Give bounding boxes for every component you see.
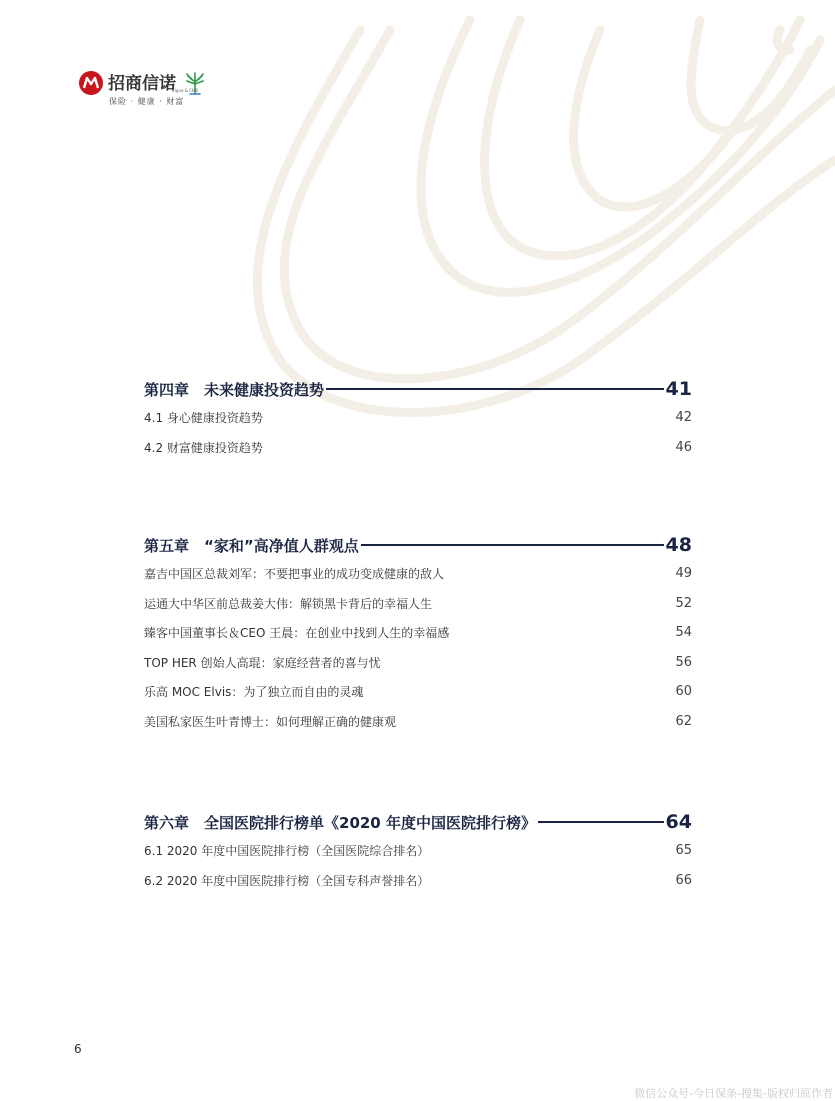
entry-title: 6.2 2020 年度中国医院排行榜（全国专科声誉排名） — [144, 873, 430, 888]
toc-chapter-5 — [144, 531, 692, 736]
watermark: 微信公众号-今日保条-搜集-版权归原作者 — [634, 1087, 833, 1100]
chapter-page: 48 — [665, 534, 692, 556]
toc-entry[interactable] — [144, 403, 692, 433]
chapter-heading[interactable] — [144, 531, 692, 559]
cmb-logo-icon — [78, 70, 104, 96]
chapter-title: 第六章 全国医院排行榜单《2020 年度中国医院排行榜》 — [144, 813, 536, 832]
toc-entry[interactable] — [144, 707, 692, 737]
toc-entry[interactable] — [144, 433, 692, 463]
entry-page: 52 — [675, 595, 692, 611]
chapter-title: 第五章 “家和”高净值人群观点 — [144, 536, 359, 555]
leader-line — [361, 544, 664, 546]
chapter-heading[interactable] — [144, 808, 692, 836]
toc-entry[interactable] — [144, 589, 692, 619]
toc-entry[interactable] — [144, 618, 692, 648]
entry-title: 臻客中国董事长＆CEO 王晨：在创业中找到人生的幸福感 — [144, 626, 450, 641]
entry-title: 4.1 身心健康投资趋势 — [144, 411, 263, 426]
chapter-title: 第四章 未来健康投资趋势 — [144, 380, 325, 399]
entry-page: 60 — [675, 684, 692, 700]
entry-page: 62 — [675, 713, 692, 729]
toc-entry[interactable] — [144, 866, 692, 896]
leader-line — [538, 821, 664, 823]
chapter-page: 64 — [665, 811, 692, 833]
entry-page: 49 — [675, 566, 692, 582]
chapter-page: 41 — [665, 378, 692, 400]
tree-icon — [182, 70, 208, 96]
toc-entry[interactable] — [144, 559, 692, 589]
entry-page: 46 — [675, 439, 692, 455]
entry-title: 乐高 MOC Elvis：为了独立而自由的灵魂 — [144, 685, 364, 700]
toc-chapter-6 — [144, 808, 692, 895]
entry-page: 65 — [675, 843, 692, 859]
toc-entry[interactable] — [144, 836, 692, 866]
page-number: 6 — [74, 1042, 82, 1056]
entry-page: 56 — [675, 654, 692, 670]
logo-tagline: 保险 · 健康 · 财富 — [109, 97, 185, 106]
chapter-heading[interactable] — [144, 375, 692, 403]
entry-title: TOP HER 创始人高琨：家庭经营者的喜与忧 — [144, 655, 381, 670]
entry-title: 嘉吉中国区总裁刘军：不要把事业的成功变成健康的敌人 — [144, 567, 445, 582]
leader-line — [326, 388, 664, 390]
entry-title: 运通大中华区前总裁姜大伟：解锁黑卡背后的幸福人生 — [144, 596, 433, 611]
toc-entry[interactable] — [144, 648, 692, 678]
toc-chapter-4 — [144, 375, 692, 462]
entry-title: 美国私家医生叶青博士：如何理解正确的健康观 — [144, 714, 397, 729]
logo-name: 招商信诺 — [108, 74, 176, 94]
entry-page: 42 — [675, 410, 692, 426]
toc-entry[interactable] — [144, 677, 692, 707]
entry-page: 54 — [675, 625, 692, 641]
logo-english: Cigna & CMB — [172, 88, 199, 93]
entry-title: 6.1 2020 年度中国医院排行榜（全国医院综合排名） — [144, 844, 430, 859]
entry-title: 4.2 财富健康投资趋势 — [144, 440, 263, 455]
entry-page: 66 — [675, 872, 692, 888]
